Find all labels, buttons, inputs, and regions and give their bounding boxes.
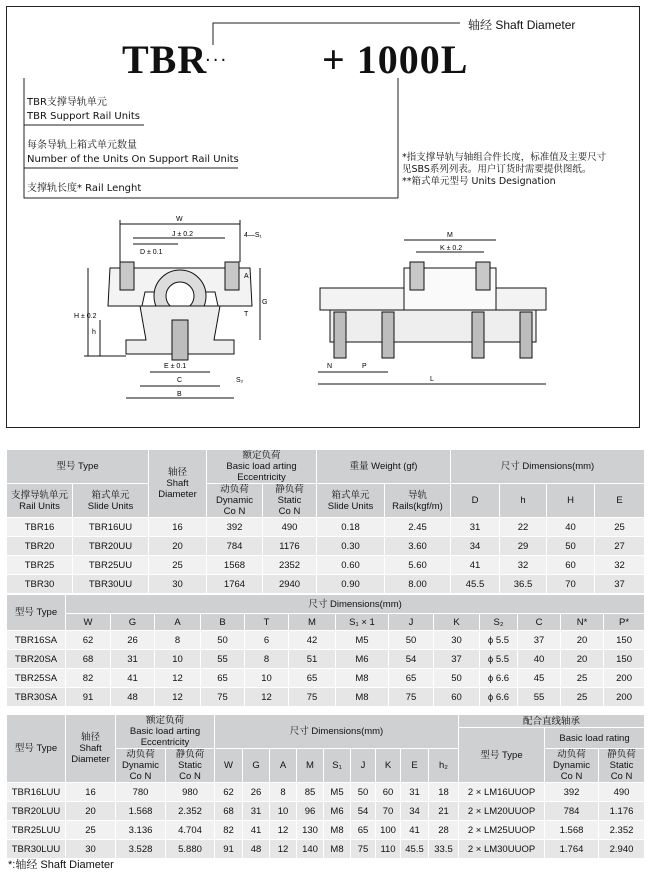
table-cell: 50: [201, 631, 245, 650]
table-cell: 1.568: [116, 802, 166, 821]
table-cell: 0.30: [317, 537, 385, 556]
table-cell: 110: [376, 840, 401, 859]
table-cell: 68: [66, 650, 111, 669]
table-cell: 1.764: [545, 840, 599, 859]
table-cell: TBR25SA: [7, 669, 66, 688]
table-cell: 784: [545, 802, 599, 821]
table-cell: 3.528: [116, 840, 166, 859]
table-row: [7, 631, 645, 650]
table-cell: 8.00: [385, 575, 451, 594]
table-cell: 12: [270, 840, 297, 859]
table-cell: 31: [111, 650, 155, 669]
table-cell: 37: [434, 650, 480, 669]
code-prefix: TBR: [122, 37, 208, 82]
table-cell: 42: [289, 631, 336, 650]
table-cell: TBR16: [7, 518, 73, 537]
table-cell: 62: [66, 631, 111, 650]
table-cell: 12: [270, 821, 297, 840]
table-cell: M6: [336, 650, 389, 669]
table-cell: 82: [215, 821, 243, 840]
table-cell: 0.90: [317, 575, 385, 594]
table-cell: 45.5: [451, 575, 500, 594]
table-cell: 392: [207, 518, 263, 537]
table-cell: 16: [149, 518, 207, 537]
table-cell: 16: [66, 783, 116, 802]
table-cell: 1.568: [545, 821, 599, 840]
table-cell: 5.880: [166, 840, 215, 859]
table-cell: 28: [429, 821, 459, 840]
t3-header-rating: Basic load rating: [545, 728, 645, 749]
table-cell: ϕ 5.5: [480, 650, 518, 669]
table-cell: 65: [201, 669, 245, 688]
table-cell: 2 × LM30UUOP: [459, 840, 545, 859]
table-cell: M6: [324, 802, 351, 821]
table-cell: 150: [604, 631, 645, 650]
dim-E: E ± 0.1: [164, 363, 187, 370]
table-cell: 10: [270, 802, 297, 821]
table-cell: 30: [66, 840, 116, 859]
header-col: C: [518, 614, 561, 631]
header-col: S₂: [480, 614, 518, 631]
header-col: G: [111, 614, 155, 631]
table-cell: TBR20: [7, 537, 73, 556]
table-cell: 75: [289, 688, 336, 707]
table-cell: 25: [561, 669, 604, 688]
table-cell: 37: [518, 631, 561, 650]
t3-header-dynamic: 动负荷 Dynamic Co N: [116, 749, 166, 783]
table-cell: 51: [289, 650, 336, 669]
table-cell: 2940: [263, 575, 317, 594]
t1-header-col: E: [595, 484, 645, 518]
table-cell: TBR20LUU: [7, 802, 66, 821]
header-col: W: [66, 614, 111, 631]
table-cell: 1176: [263, 537, 317, 556]
table-cell: 20: [149, 537, 207, 556]
table-row: [7, 783, 645, 802]
table-cell: 54: [351, 802, 376, 821]
table-cell: 41: [451, 556, 500, 575]
table-cell: 2 × LM16UUOP: [459, 783, 545, 802]
dim-H: H ± 0.2: [74, 313, 97, 320]
dim-h: h: [92, 329, 96, 336]
table-cell: TBR20SA: [7, 650, 66, 669]
table-cell: 8: [245, 650, 289, 669]
t1-header-slide: 箱式单元 Slide Units: [73, 484, 149, 518]
t3-header-rating-dyn: 动负荷 Dynamic Co N: [545, 749, 599, 783]
table-cell: 65: [289, 669, 336, 688]
table-cell: 1568: [207, 556, 263, 575]
table-cell: 40: [547, 518, 595, 537]
table-cell: M8: [324, 840, 351, 859]
table-cell: 30: [434, 631, 480, 650]
table-cell: 45.5: [401, 840, 429, 859]
table-cell: TBR25UU: [73, 556, 149, 575]
t1-header-shaft: 轴径 Shaft Diameter: [149, 450, 207, 518]
table-cell: 91: [66, 688, 111, 707]
table-row: [7, 688, 645, 707]
dim-S1: 4—S₁: [244, 232, 262, 239]
spec-table-luu: [6, 714, 645, 859]
table-cell: 91: [215, 840, 243, 859]
t1-header-col: H: [547, 484, 595, 518]
t3-header-dims: 尺寸 Dimensions(mm): [215, 715, 459, 749]
table-cell: 6: [245, 631, 289, 650]
table-cell: 31: [451, 518, 500, 537]
table-cell: 12: [245, 688, 289, 707]
table-cell: 2.45: [385, 518, 451, 537]
header-col: T: [245, 614, 289, 631]
table-cell: 75: [201, 688, 245, 707]
table-cell: 60: [376, 783, 401, 802]
table-cell: TBR25: [7, 556, 73, 575]
dim-W: W: [176, 216, 183, 223]
table-cell: 48: [111, 688, 155, 707]
header-col: A: [155, 614, 201, 631]
t1-header-dims: 尺寸 Dimensions(mm): [451, 450, 645, 484]
spec-table-basic: [6, 449, 645, 594]
table-cell: 1.176: [599, 802, 645, 821]
table-cell: 22: [500, 518, 547, 537]
t3-header-static: 静负荷 Static Co N: [166, 749, 215, 783]
table-cell: 8: [155, 631, 201, 650]
dim-M: M: [447, 232, 453, 239]
table-cell: 10: [155, 650, 201, 669]
t1-header-weight: 重量 Weight (gf): [317, 450, 451, 484]
dim-B: B: [177, 391, 182, 398]
table-cell: 75: [389, 688, 434, 707]
table-cell: 392: [545, 783, 599, 802]
table-cell: 25: [66, 821, 116, 840]
table-cell: 37: [595, 575, 645, 594]
table-cell: TBR30SA: [7, 688, 66, 707]
label-units-count: 每条导轨上箱式单元数量 Number of the Units On Support Rail Units: [27, 140, 239, 165]
table-cell: 1764: [207, 575, 263, 594]
table-cell: 12: [155, 688, 201, 707]
table-cell: 2 × LM20UUOP: [459, 802, 545, 821]
table-cell: 31: [243, 802, 270, 821]
table-row: [7, 575, 645, 594]
table-cell: 2 × LM25UUOP: [459, 821, 545, 840]
table-cell: TBR30UU: [73, 575, 149, 594]
dim-T: T: [244, 311, 249, 318]
table-cell: TBR16LUU: [7, 783, 66, 802]
t3-header-col: W: [215, 749, 243, 783]
table-cell: 784: [207, 537, 263, 556]
table-cell: 20: [561, 631, 604, 650]
dim-K: K ± 0.2: [440, 245, 463, 252]
table-cell: 41: [243, 821, 270, 840]
table-cell: 60: [547, 556, 595, 575]
t3-header-type: 型号 Type: [7, 715, 66, 783]
header-col: J: [389, 614, 434, 631]
table-cell: 130: [297, 821, 324, 840]
t3-header-rating-static: 静负荷 Static Co N: [599, 749, 645, 783]
table-cell: 82: [66, 669, 111, 688]
table-cell: 0.18: [317, 518, 385, 537]
dim-D: D ± 0.1: [140, 249, 163, 256]
table-cell: 70: [547, 575, 595, 594]
t3-header-bearing: 配合直线轴承: [459, 715, 645, 728]
table-cell: 50: [547, 537, 595, 556]
table-cell: 48: [243, 840, 270, 859]
table-cell: 20: [66, 802, 116, 821]
table-cell: 65: [351, 821, 376, 840]
t3-header-col: G: [243, 749, 270, 783]
code-suffix: + 1000L: [322, 37, 469, 82]
table-row: [7, 821, 645, 840]
table-cell: 2.352: [166, 802, 215, 821]
footnote: *:轴经 Shaft Diameter: [8, 859, 114, 871]
t1-header-type: 型号 Type: [7, 450, 149, 484]
table-cell: 32: [595, 556, 645, 575]
t3-header-col: A: [270, 749, 297, 783]
table-cell: TBR16SA: [7, 631, 66, 650]
table-cell: 45: [518, 669, 561, 688]
table-cell: 33.5: [429, 840, 459, 859]
header-col: M: [289, 614, 336, 631]
t3-header-col: K: [376, 749, 401, 783]
table-cell: TBR30: [7, 575, 73, 594]
table-cell: 4.704: [166, 821, 215, 840]
table-cell: 2.940: [599, 840, 645, 859]
t3-header-load: 额定负荷 Basic load arting Eccentricity: [116, 715, 215, 749]
technical-drawing: [0, 0, 650, 430]
t3-body: [7, 783, 645, 859]
table-cell: 490: [599, 783, 645, 802]
t3-header-col: J: [351, 749, 376, 783]
table-cell: 41: [401, 821, 429, 840]
t1-header-col: D: [451, 484, 500, 518]
table-cell: 25: [561, 688, 604, 707]
table-cell: 21: [429, 802, 459, 821]
code-dots: ···: [205, 50, 229, 71]
t3-header-col: M: [297, 749, 324, 783]
table-cell: ϕ 5.5: [480, 631, 518, 650]
table-cell: 65: [389, 669, 434, 688]
table-cell: 100: [376, 821, 401, 840]
table-cell: M5: [324, 783, 351, 802]
t2-header-cols: [7, 614, 645, 631]
t3-header-btype: 型号 Type: [459, 728, 545, 783]
table-cell: 200: [604, 669, 645, 688]
table-cell: 41: [111, 669, 155, 688]
table-cell: 70: [376, 802, 401, 821]
table-cell: 200: [604, 688, 645, 707]
table-cell: 140: [297, 840, 324, 859]
table-cell: 3.136: [116, 821, 166, 840]
table-cell: 20: [561, 650, 604, 669]
table-cell: 25: [595, 518, 645, 537]
table-cell: M5: [336, 631, 389, 650]
table-cell: TBR25LUU: [7, 821, 66, 840]
table-cell: 18: [429, 783, 459, 802]
table-cell: 980: [166, 783, 215, 802]
table-cell: 8: [270, 783, 297, 802]
dim-L: L: [430, 376, 434, 383]
table-cell: 150: [604, 650, 645, 669]
dim-G: G: [262, 299, 268, 306]
table-cell: M8: [336, 688, 389, 707]
dim-N: N: [327, 363, 333, 370]
table-row: [7, 650, 645, 669]
t3-header-col: S₁: [324, 749, 351, 783]
header-col: K: [434, 614, 480, 631]
label-rail-units: TBR支撑导轨单元 TBR Support Rail Units: [27, 97, 140, 122]
table-cell: 36.5: [500, 575, 547, 594]
order-notes: *指支撑导轨与轴组合件长度，标准值及主要尺寸 见SBS系列列表。用户订货时需要提供图纸。 **箱式单元型号 Units Designation: [402, 152, 607, 187]
label-rail-length: 支撑轨长度* Rail Lenght: [27, 183, 142, 194]
table-cell: 96: [297, 802, 324, 821]
table-cell: 55: [518, 688, 561, 707]
t2-header-type: 型号 Type: [7, 595, 66, 631]
table-cell: TBR30LUU: [7, 840, 66, 859]
table-cell: 50: [434, 669, 480, 688]
t1-header-w-slide: 箱式单元 Slide Units: [317, 484, 385, 518]
table-cell: 40: [518, 650, 561, 669]
table-cell: 5.60: [385, 556, 451, 575]
table-cell: 32: [500, 556, 547, 575]
t1-body: [7, 518, 645, 594]
table-cell: 50: [389, 631, 434, 650]
header-col: P*: [604, 614, 645, 631]
shaft-diameter-label: 轴经 Shaft Diameter: [468, 18, 576, 32]
table-cell: 25: [149, 556, 207, 575]
header-col: N*: [561, 614, 604, 631]
table-cell: 54: [389, 650, 434, 669]
t3-header-shaft: 轴径 Shaft Diameter: [66, 715, 116, 783]
table-cell: 27: [595, 537, 645, 556]
table-cell: 50: [351, 783, 376, 802]
table-cell: 2.352: [599, 821, 645, 840]
t1-header-rail: 支撑导轨单元 Rail Units: [7, 484, 73, 518]
t2-header-dims: 尺寸 Dimensions(mm): [66, 595, 645, 614]
t3-header-col: h₂: [429, 749, 459, 783]
table-cell: TBR20UU: [73, 537, 149, 556]
table-cell: 29: [500, 537, 547, 556]
t1-header-col: h: [500, 484, 547, 518]
table-cell: 0.60: [317, 556, 385, 575]
table-cell: 26: [243, 783, 270, 802]
header-col: S₁ × 1: [336, 614, 389, 631]
table-cell: 62: [215, 783, 243, 802]
table-cell: TBR16UU: [73, 518, 149, 537]
table-cell: 780: [116, 783, 166, 802]
t2-body: [7, 631, 645, 707]
table-cell: 31: [401, 783, 429, 802]
table-row: [7, 802, 645, 821]
table-cell: 30: [149, 575, 207, 594]
t1-header-w-rail: 导轨 Rails(kgf/m): [385, 484, 451, 518]
table-cell: ϕ 6.6: [480, 669, 518, 688]
t1-header-static: 静负荷 Static Co N: [263, 484, 317, 518]
table-cell: 55: [201, 650, 245, 669]
dim-P: P: [362, 363, 367, 370]
spec-table-sa: [6, 594, 645, 707]
dim-A: A: [244, 273, 249, 280]
table-cell: 490: [263, 518, 317, 537]
table-cell: 85: [297, 783, 324, 802]
table-row: [7, 556, 645, 575]
t1-header-load: 额定负荷 Basic load arting Eccentricity: [207, 450, 317, 484]
t3-header-col: E: [401, 749, 429, 783]
table-cell: 26: [111, 631, 155, 650]
table-row: [7, 669, 645, 688]
t1-header-dynamic: 动负荷 Dynamic Co N: [207, 484, 263, 518]
table-cell: 34: [451, 537, 500, 556]
table-cell: 34: [401, 802, 429, 821]
table-cell: M8: [324, 821, 351, 840]
table-cell: 2352: [263, 556, 317, 575]
table-cell: 68: [215, 802, 243, 821]
table-row: [7, 518, 645, 537]
table-cell: ϕ 6.6: [480, 688, 518, 707]
table-cell: 10: [245, 669, 289, 688]
dim-S2: S₂: [236, 377, 244, 384]
dim-C: C: [177, 377, 183, 384]
header-col: B: [201, 614, 245, 631]
table-row: [7, 537, 645, 556]
dim-J: J ± 0.2: [172, 231, 193, 238]
table-cell: 60: [434, 688, 480, 707]
table-cell: 75: [351, 840, 376, 859]
table-cell: 12: [155, 669, 201, 688]
table-cell: 3.60: [385, 537, 451, 556]
table-cell: M8: [336, 669, 389, 688]
